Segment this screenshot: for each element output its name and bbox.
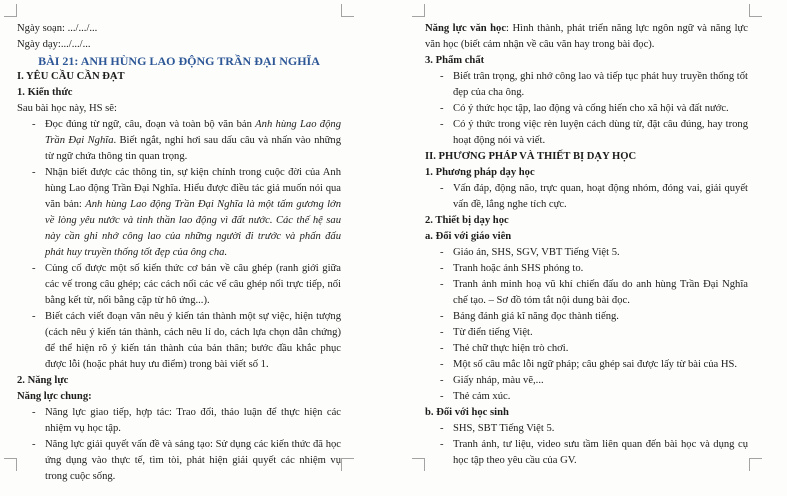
paragraph bbox=[17, 85, 341, 101]
paragraph bbox=[425, 405, 748, 421]
crop-mark-bottom-right bbox=[341, 458, 354, 471]
text-run: Tranh hoặc ảnh SHS phóng to. bbox=[453, 263, 584, 274]
bullet-dash: - bbox=[440, 423, 444, 434]
bullet-dash: - bbox=[440, 375, 444, 386]
bullet-item bbox=[425, 389, 748, 405]
text-run: Giáo án, SHS, SGV, VBT Tiếng Việt 5. bbox=[453, 247, 620, 258]
bullet-text bbox=[45, 405, 341, 437]
bullet-item bbox=[17, 309, 341, 373]
bullet-item bbox=[425, 357, 748, 373]
text-run: BÀI 21: ANH HÙNG LAO ĐỘNG TRẦN ĐẠI NGHĨA bbox=[38, 54, 320, 68]
text-run: Một số câu mắc lỗi ngữ pháp; câu ghép sai được lấy từ bài của HS. bbox=[453, 359, 738, 370]
text-run: 1. Phương pháp dạy học bbox=[425, 167, 535, 178]
bullet-dash: - bbox=[440, 279, 444, 290]
bullet-text bbox=[453, 309, 748, 325]
bullet-text bbox=[453, 325, 748, 341]
bullet-item bbox=[425, 101, 748, 117]
bullet-text bbox=[453, 373, 748, 389]
bullet-text bbox=[453, 181, 748, 213]
text-run: Từ điển tiếng Việt. bbox=[453, 327, 533, 338]
bullet-text bbox=[453, 389, 748, 405]
text-run: Tranh ảnh minh hoạ vũ khí chiến đấu do anh hùng Trần Đại Nghĩa chế tạo. – Sơ đồ tóm tắt nội dung bài đọc. bbox=[453, 279, 748, 306]
paragraph bbox=[425, 165, 748, 181]
paragraph bbox=[17, 389, 341, 405]
text-run: II. PHƯƠNG PHÁP VÀ THIẾT BỊ DẠY HỌC bbox=[425, 151, 637, 162]
bullet-text bbox=[453, 277, 748, 309]
crop-mark-bottom-left bbox=[4, 458, 17, 471]
bullet-dash: - bbox=[440, 391, 444, 402]
text-run: Biết trân trọng, ghi nhớ công lao và tiếp tục phát huy truyền thống tốt đẹp của cha ông. bbox=[453, 71, 748, 98]
bullet-text bbox=[453, 261, 748, 277]
text-run: Ngày soạn: .../.../... bbox=[17, 23, 98, 34]
text-run: a. Đối với giáo viên bbox=[425, 231, 512, 242]
text-run: SHS, SBT Tiếng Việt 5. bbox=[453, 423, 555, 434]
bullet-item bbox=[425, 421, 748, 437]
document-title bbox=[17, 53, 341, 69]
text-run: Bảng đánh giá kĩ năng đọc thành tiếng. bbox=[453, 311, 619, 322]
text-run: Ngày dạy:.../.../... bbox=[17, 39, 91, 50]
bullet-dash: - bbox=[32, 167, 36, 178]
bullet-dash: - bbox=[32, 311, 36, 322]
crop-mark-top-right bbox=[749, 4, 762, 17]
bullet-dash: - bbox=[440, 359, 444, 370]
text-run: Năng lực giao tiếp, hợp tác: Trao đổi, thảo luận để thực hiện các nhiệm vụ học tập. bbox=[45, 407, 341, 434]
bullet-text bbox=[45, 437, 341, 485]
bullet-text bbox=[453, 437, 748, 469]
bullet-text bbox=[45, 117, 341, 165]
bullet-item bbox=[425, 341, 748, 357]
paragraph bbox=[17, 21, 341, 37]
bullet-text bbox=[45, 309, 341, 373]
text-run: Sau bài học này, HS sẽ: bbox=[17, 103, 117, 114]
text-run: b. Đối với học sinh bbox=[425, 407, 509, 418]
bullet-dash: - bbox=[32, 407, 36, 418]
bullet-text bbox=[453, 245, 748, 261]
text-run: Tranh ảnh, tư liệu, video sưu tầm liên quan đến bài học và dụng cụ học tập theo yêu cầu của GV. bbox=[453, 439, 748, 466]
bullet-item bbox=[425, 309, 748, 325]
text-run: : Hình thành, phát triển năng lực ngôn ngữ và năng lực văn học (biết cảm nhận về câu văn hay trong bài đọc). bbox=[425, 23, 748, 50]
text-run: Vấn đáp, động não, trực quan, hoạt động nhóm, đóng vai, giải quyết vấn đề, lắng nghe tích cực. bbox=[453, 183, 748, 210]
bullet-item bbox=[17, 165, 341, 261]
bullet-dash: - bbox=[440, 343, 444, 354]
crop-mark-top-left bbox=[4, 4, 17, 17]
text-run: Giấy nháp, màu vẽ,... bbox=[453, 375, 544, 386]
crop-mark-bottom-right bbox=[749, 458, 762, 471]
text-run: Thẻ cảm xúc. bbox=[453, 391, 511, 402]
page-1-content bbox=[17, 21, 341, 485]
bullet-text bbox=[453, 69, 748, 101]
bullet-item bbox=[17, 117, 341, 165]
bullet-item bbox=[425, 245, 748, 261]
paragraph bbox=[425, 213, 748, 229]
text-run: 2. Năng lực bbox=[17, 375, 69, 386]
bullet-dash: - bbox=[440, 71, 444, 82]
text-run: Năng lực chung: bbox=[17, 391, 92, 402]
text-run: . Biết ngắt, nghỉ hơi sau dấu câu và nhấn vào những từ ngữ chứa thông tin quan trọng. bbox=[45, 135, 341, 162]
bullet-dash: - bbox=[440, 183, 444, 194]
bullet-text bbox=[453, 357, 748, 373]
bullet-item bbox=[425, 261, 748, 277]
bullet-item bbox=[425, 325, 748, 341]
bullet-item bbox=[425, 117, 748, 149]
paragraph bbox=[17, 37, 341, 53]
bullet-dash: - bbox=[440, 263, 444, 274]
paragraph bbox=[17, 69, 341, 85]
paragraph bbox=[425, 21, 748, 53]
text-run: Anh hùng Lao động Trần Đại Nghĩa bbox=[45, 119, 341, 146]
text-run: 3. Phẩm chất bbox=[425, 55, 485, 66]
paragraph bbox=[425, 229, 748, 245]
page-2 bbox=[394, 0, 787, 496]
bullet-text bbox=[453, 341, 748, 357]
text-run: Củng cố được một số kiến thức cơ bản về câu ghép (ranh giới giữa các vế trong câu ghép; các cách nối các vế câu ghép nối trực tiếp, nối bằng kết từ, nối bằng cặp từ hô ứng...). bbox=[45, 263, 341, 306]
text-run: Nhận biết được các thông tin, sự kiện chính trong cuộc đời của Anh hùng Lao động Trần Đại Nghĩa. Hiểu được điều tác giả muốn nói qua văn bản: bbox=[45, 167, 341, 210]
paragraph bbox=[425, 149, 748, 165]
bullet-item bbox=[425, 373, 748, 389]
bullet-dash: - bbox=[32, 119, 36, 130]
bullet-dash: - bbox=[440, 119, 444, 130]
crop-mark-bottom-left bbox=[412, 458, 425, 471]
page-2-content bbox=[425, 21, 748, 469]
text-run: Anh hùng Lao động Trần Đại Nghĩa là một tấm gương lớn về lòng yêu nước và tinh thần lao động vì đất nước. Các thế hệ sau này cần ghi nhớ công lao của những người đi trước và phấn đấu phát huy truyền thống tốt đẹp của ông cha. bbox=[45, 199, 341, 258]
bullet-dash: - bbox=[32, 439, 36, 450]
bullet-text bbox=[453, 101, 748, 117]
text-run: 1. Kiến thức bbox=[17, 87, 73, 98]
paragraph bbox=[17, 373, 341, 389]
bullet-item bbox=[425, 277, 748, 309]
bullet-dash: - bbox=[440, 439, 444, 450]
bullet-text bbox=[453, 421, 748, 437]
bullet-item bbox=[425, 437, 748, 469]
crop-mark-top-right bbox=[341, 4, 354, 17]
text-run: 2. Thiết bị dạy học bbox=[425, 215, 509, 226]
bullet-item bbox=[17, 261, 341, 309]
text-run: Thẻ chữ thực hiện trò chơi. bbox=[453, 343, 569, 354]
bullet-text bbox=[453, 117, 748, 149]
bullet-item bbox=[425, 181, 748, 213]
bullet-dash: - bbox=[32, 263, 36, 274]
text-run: Năng lực giải quyết vấn đề và sáng tạo: Sử dụng các kiến thức đã học ứng dụng vào thực tế, tìm tòi, phát hiện giải quyết các nhiệm vụ trong cuộc sống. bbox=[45, 439, 341, 482]
text-run: Đọc đúng từ ngữ, câu, đoạn và toàn bộ văn bản bbox=[45, 119, 256, 130]
bullet-text bbox=[45, 261, 341, 309]
text-run: Có ý thức học tập, lao động và cống hiến cho xã hội và đất nước. bbox=[453, 103, 729, 114]
bullet-item bbox=[17, 437, 341, 485]
bullet-text bbox=[45, 165, 341, 261]
paragraph bbox=[17, 101, 341, 117]
bullet-item bbox=[17, 405, 341, 437]
bullet-dash: - bbox=[440, 327, 444, 338]
text-run: Biết cách viết đoạn văn nêu ý kiến tán thành một sự việc, hiện tượng (cách nêu ý kiến tán thành, cách nêu lí do, cách lựa chọn dẫn chứng) để thể hiện rõ ý kiến tán thành của bản thân; bước đầu khắc phục được lỗi (hoặc phát huy ưu điểm) trong bài viết số 1. bbox=[45, 311, 341, 370]
bullet-dash: - bbox=[440, 247, 444, 258]
bullet-item bbox=[425, 69, 748, 101]
crop-mark-top-left bbox=[412, 4, 425, 17]
text-run: I. YÊU CẦU CẦN ĐẠT bbox=[17, 71, 125, 82]
bullet-dash: - bbox=[440, 103, 444, 114]
text-run: Năng lực văn học bbox=[425, 23, 507, 34]
paragraph bbox=[425, 53, 748, 69]
bullet-dash: - bbox=[440, 311, 444, 322]
page-1 bbox=[0, 0, 393, 496]
text-run: Có ý thức trong việc rèn luyện cách dùng từ, đặt câu đúng, hay trong hoạt động nói và viết. bbox=[453, 119, 748, 146]
